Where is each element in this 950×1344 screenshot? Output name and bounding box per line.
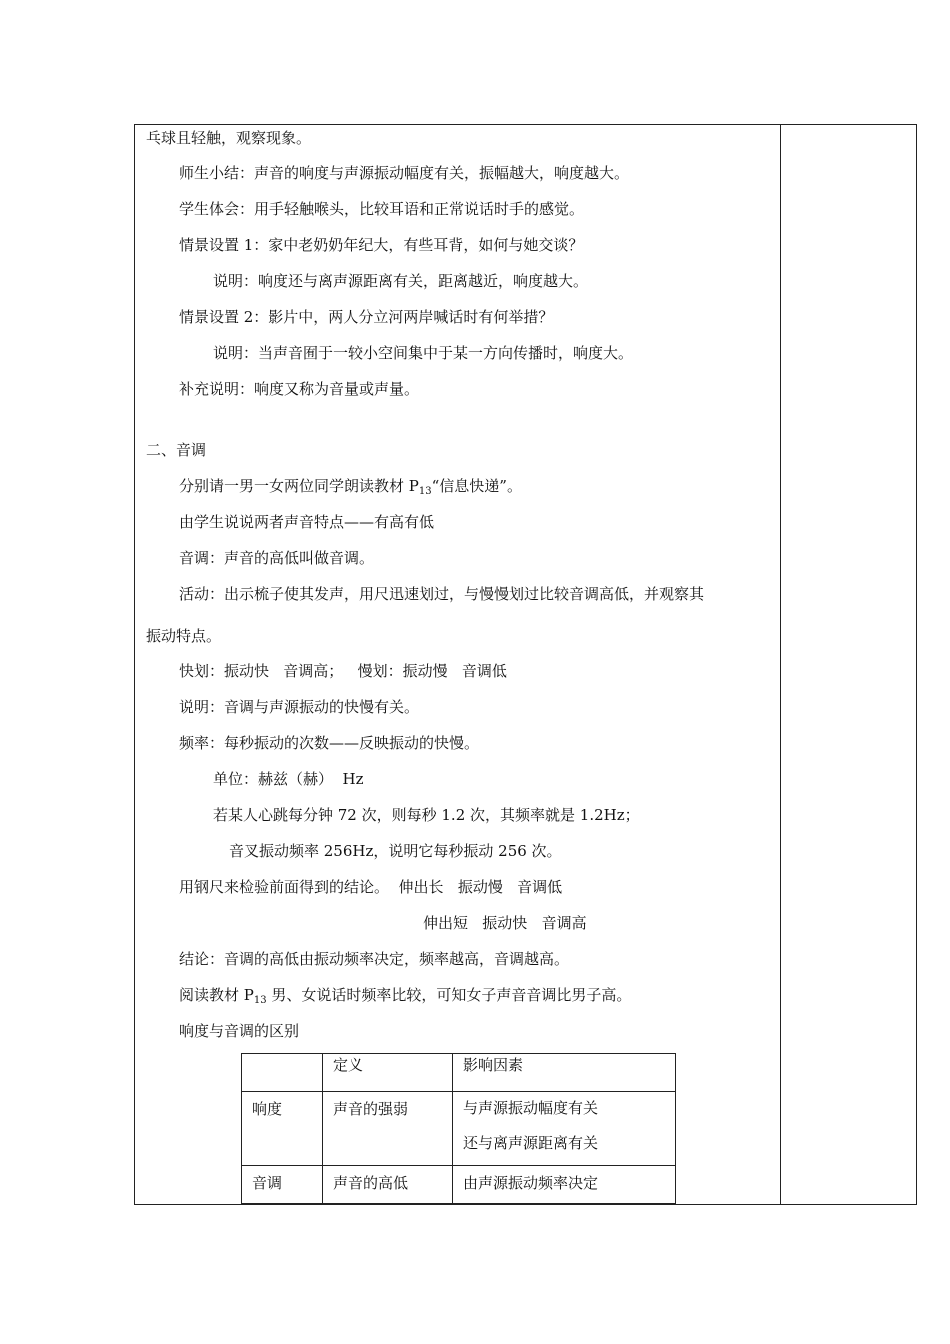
text-line: 师生小结：声音的响度与声源振动幅度有关，振幅越大，响度越大。 [179,164,630,182]
text-line: 音叉振动频率 256Hz，说明它每秒振动 256 次。 [229,842,562,860]
table-cell: 声音的强弱 [323,1092,453,1166]
text-line: 用钢尺来检验前面得到的结论。 伸出长 振动慢 音调低 [179,878,563,896]
table-cell: 音调 [242,1166,323,1204]
text-line: 频率：每秒振动的次数——反映振动的快慢。 [179,734,480,752]
table-row [242,1092,676,1166]
text-line: 说明：音调与声源振动的快慢有关。 [179,698,420,716]
text-line: 分别请一男一女两位同学朗读教材 $P_{13}“$信息快递”。 [179,477,522,497]
text-line: 情景设置 2：影片中，两人分立河两岸喊话时有何举措？ [179,308,554,326]
table-cell: 由声源振动频率决定 [453,1166,676,1204]
text-line: 伸出短 振动快 音调高 [423,914,587,932]
text-line: 单位：赫兹（赫） Hz [213,770,364,788]
section-heading: 二、音调 [146,441,207,459]
table-header-cell: 定义 [323,1054,453,1092]
column-divider [780,124,781,1205]
text-line: 说明：响度还与离声源距离有关，距离越近，响度越大。 [213,272,589,290]
text-line: 学生体会：用手轻触喉头，比较耳语和正常说话时手的感觉。 [179,200,585,218]
text-line: 快划：振动快 音调高； 慢划：振动慢 音调低 [179,662,507,680]
text-line: 响度与音调的区别 [179,1022,300,1040]
text-line: 音调：声音的高低叫做音调。 [179,549,375,567]
table-cell-line: 还与离声源距离有关 [463,1134,599,1152]
text-line: 活动：出示梳子使其发声，用尺迅速划过，与慢慢划过比较音调高低，并观察其 [179,585,705,603]
text-line: 情景设置 1：家中老奶奶年纪大，有些耳背，如何与她交谈？ [179,236,584,254]
text-line: 结论：音调的高低由振动频率决定，频率越高，音调越高。 [179,950,570,968]
text-line: 说明：当声音囿于一较小空间集中于某一方向传播时，响度大。 [213,344,634,362]
table-cell: 声音的高低 [323,1166,453,1204]
text-line: 若某人心跳每分钟 72 次，则每秒 1.2 次，其频率就是 1.2Hz； [213,806,640,824]
table-cell-line: 与声源振动幅度有关 [463,1099,599,1117]
text-line: 补充说明：响度又称为音量或声量。 [179,380,420,398]
table-row [242,1166,676,1204]
comparison-table [241,1053,676,1204]
table-header-cell [242,1054,323,1092]
text-line: 阅读教材 $P_{13}$ 男、女说话时频率比较，可知女子声音音调比男子高。 [179,986,632,1006]
text-line: 由学生说说两者声音特点——有高有低 [179,513,435,531]
text-line: 振动特点。 [146,627,222,645]
table-header-cell: 影响因素 [453,1054,676,1092]
text-line: 乓球且轻触，观察现象。 [146,129,312,147]
table-cell [453,1092,676,1166]
table-cell: 响度 [242,1092,323,1166]
table-header-row [242,1054,676,1092]
